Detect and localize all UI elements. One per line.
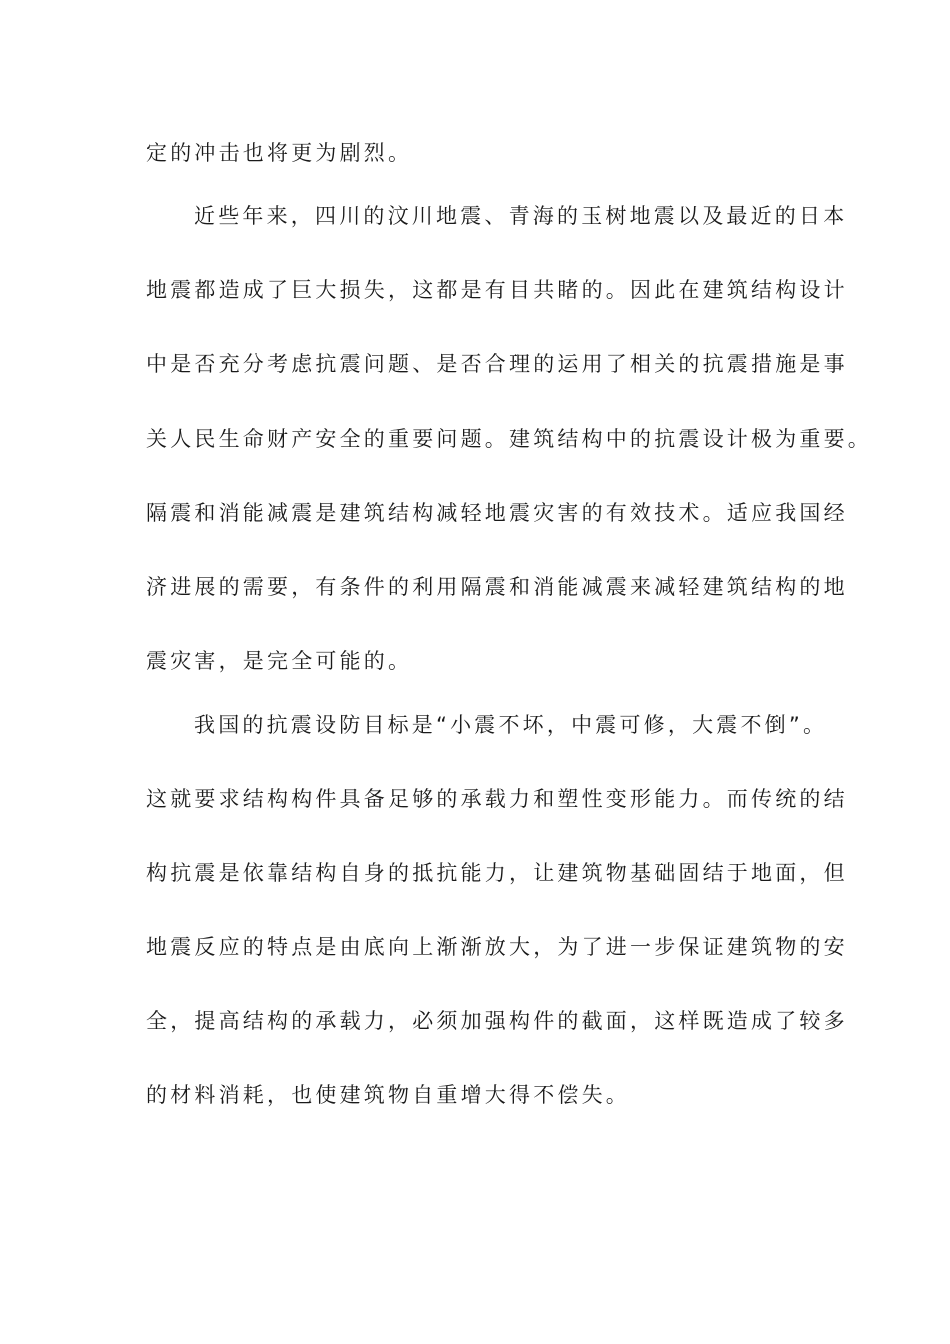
text-line: 定的冲击也将更为剧烈。 xyxy=(146,141,413,165)
text-line: 近些年来，四川的汶川地震、青海的玉树地震以及最近的日本 xyxy=(194,204,848,228)
text-line: 济进展的需要，有条件的利用隔震和消能减震来减轻建筑结构的地 xyxy=(146,575,848,599)
text-line: 的材料消耗，也使建筑物自重增大得不偿失。 xyxy=(146,1083,630,1107)
text-line: 隔震和消能减震是建筑结构减轻地震灾害的有效技术。适应我国经 xyxy=(146,501,848,525)
text-line: 全，提高结构的承载力，必须加强构件的截面，这样既造成了较多 xyxy=(146,1009,848,1033)
text-line: 地震反应的特点是由底向上渐渐放大，为了进一步保证建筑物的安 xyxy=(146,935,848,959)
text-line: 中是否充分考虑抗震问题、是否合理的运用了相关的抗震措施是事 xyxy=(146,352,848,376)
text-line: 这就要求结构构件具备足够的承载力和塑性变形能力。而传统的结 xyxy=(146,787,848,811)
text-line: 构抗震是依靠结构自身的抵抗能力，让建筑物基础固结于地面，但 xyxy=(146,861,848,885)
text-line: 关人民生命财产安全的重要问题。建筑结构中的抗震设计极为重要。 xyxy=(146,427,872,451)
text-line: 我国的抗震设防目标是“小震不坏，中震可修，大震不倒”。 xyxy=(194,713,828,737)
text-line: 震灾害，是完全可能的。 xyxy=(146,649,413,673)
text-line: 地震都造成了巨大损失，这都是有目共睹的。因此在建筑结构设计 xyxy=(146,278,848,302)
